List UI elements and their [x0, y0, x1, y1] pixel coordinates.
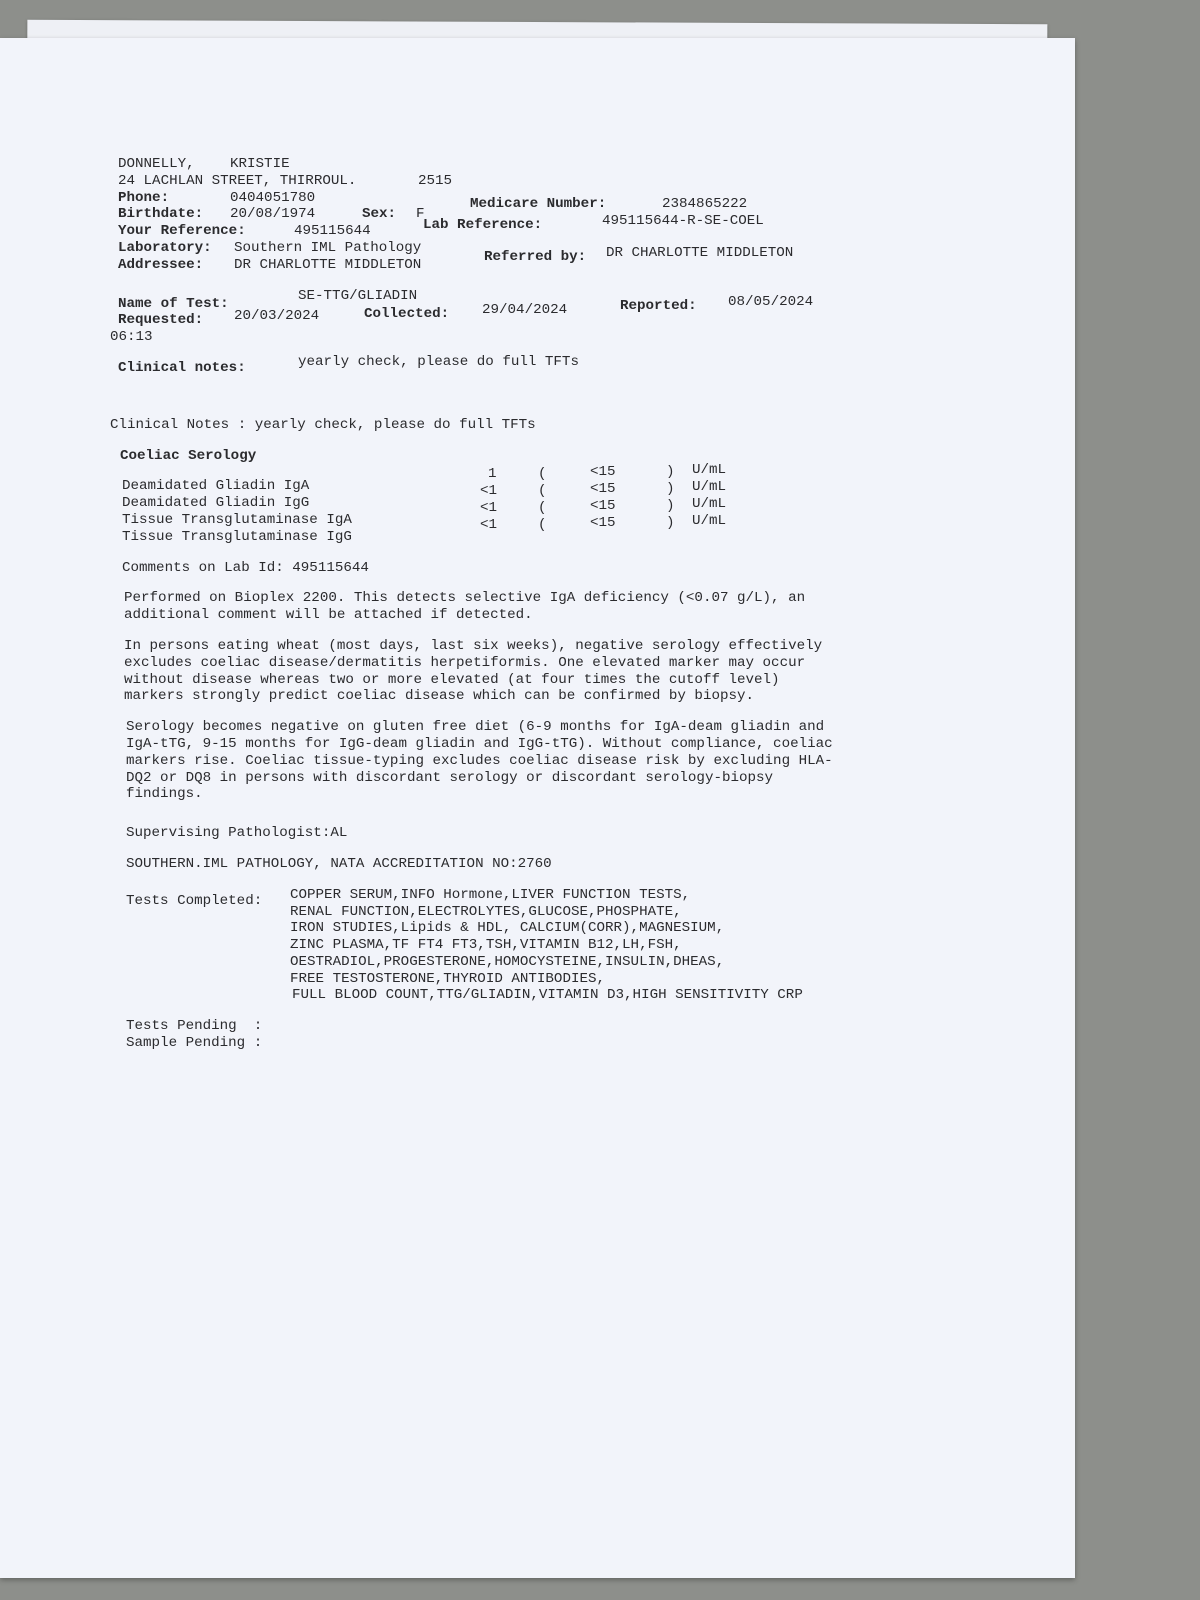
tests-completed-line: ZINC PLASMA,TF FT4 FT3,TSH,VITAMIN B12,LH,FSH,	[290, 937, 682, 954]
patient-address: 24 LACHLAN STREET, THIRROUL.	[118, 172, 357, 189]
sex-label: Sex:	[362, 206, 397, 223]
laboratory-label: Laboratory:	[118, 239, 212, 256]
supervising-pathologist: Supervising Pathologist:AL	[126, 825, 348, 842]
clinical-notes-label: Clinical notes:	[118, 359, 246, 376]
tests-completed-line: OESTRADIOL,PROGESTERONE,HOMOCYSTEINE,INSULIN,DHEAS,	[290, 953, 725, 970]
requested-label: Requested:	[118, 312, 204, 329]
sex-value: F	[416, 206, 425, 223]
sample-pending-row	[118, 1035, 998, 1052]
result-value: <1	[480, 516, 498, 533]
report-page	[0, 38, 1075, 1578]
comment-paragraph-2: In persons eating wheat (most days, last six weeks), negative serology effectively excludes coeliac disease/dermatitis herpetiformis. One elevated marker may occur without disease whereas two or more elevated (at four times the cutoff level) markers strongly predict coeliac disease which can be confirmed by biopsy.	[124, 637, 823, 705]
tests-completed-line: FREE TESTOSTERONE,THYROID ANTIBODIES,	[290, 970, 606, 987]
accreditation-row	[118, 856, 998, 873]
laboratory-value: Southern IML Pathology	[234, 239, 422, 256]
result-unit: U/mL	[692, 495, 727, 512]
tests-completed-line: RENAL FUNCTION,ELECTROLYTES,GLUCOSE,PHOSPHATE,	[290, 903, 682, 920]
phone-label: Phone:	[118, 189, 170, 206]
result-unit: U/mL	[692, 479, 727, 496]
tests-completed-line: IRON STUDIES,Lipids & HDL, CALCIUM(CORR),MAGNESIUM,	[290, 920, 725, 937]
referred-by-label: Referred by:	[484, 248, 587, 265]
report-content	[110, 156, 998, 1052]
reported-value: 08/05/2024	[728, 294, 814, 311]
reference-range: <15	[590, 497, 616, 514]
tests-completed-line: COPPER SERUM,INFO Hormone,LIVER FUNCTION TESTS,	[290, 886, 691, 903]
range-close: )	[666, 464, 675, 481]
your-reference-label: Your Reference:	[118, 223, 246, 240]
table-row	[118, 462, 998, 495]
clinical-notes-text: Clinical Notes : yearly check, please do full TFTs	[110, 416, 536, 433]
time-row	[110, 329, 990, 346]
result-value: 1	[488, 466, 497, 483]
result-value: <1	[480, 483, 498, 500]
tests-pending-row	[118, 1018, 998, 1035]
tests-pending-label: Tests Pending :	[126, 1018, 263, 1035]
comment-paragraph-3: Serology becomes negative on gluten free diet (6-9 months for IgA-deam gliadin and IgA-tTG, 9-15 months for IgG-deam gliadin and IgG-tTG). Without compliance, coeliac markers rise. Coeliac tissue-typing excludes coeliac disease risk by excluding HLA-DQ2 or DQ8 in persons with discordant serology or discordant serology-biopsy findings.	[126, 719, 833, 803]
range-open: (	[538, 483, 547, 500]
addressee-label: Addressee:	[118, 256, 204, 273]
result-unit: U/mL	[692, 462, 727, 479]
lab-reference-label: Lab Reference:	[423, 217, 543, 234]
lab-reference-value: 495115644-R-SE-COEL	[602, 213, 764, 230]
result-name: Tissue Transglutaminase IgG	[122, 528, 352, 545]
clinical-notes-line	[110, 417, 990, 434]
test-name-value: SE-TTG/GLIADIN	[298, 287, 418, 304]
comment-paragraph-1: Performed on Bioplex 2200. This detects selective IgA deficiency (<0.07 g/L), an additional comment will be attached if detected.	[124, 590, 806, 624]
result-name: Deamidated Gliadin IgG	[122, 495, 310, 512]
range-open: (	[538, 516, 547, 533]
result-name: Tissue Transglutaminase IgA	[122, 511, 352, 528]
range-close: )	[666, 497, 675, 514]
results-table	[118, 462, 998, 545]
tests-completed-line: FULL BLOOD COUNT,TTG/GLIADIN,VITAMIN D3,HIGH SENSITIVITY CRP	[292, 987, 803, 1004]
result-name: Deamidated Gliadin IgA	[122, 478, 310, 495]
reference-range: <15	[590, 481, 616, 498]
phone-value: 0404051780	[230, 189, 316, 206]
reported-label: Reported:	[620, 298, 697, 315]
clinical-notes-value: yearly check, please do full TFTs	[298, 353, 579, 370]
addressee-value: DR CHARLOTTE MIDDLETON	[234, 256, 422, 273]
patient-address-row	[118, 173, 998, 190]
range-open: (	[538, 499, 547, 516]
collected-label: Collected:	[364, 306, 450, 323]
patient-name-row	[118, 156, 998, 173]
comments-header: Comments on Lab Id: 495115644	[122, 559, 369, 576]
your-reference-value: 495115644	[294, 223, 371, 240]
reference-range: <15	[590, 514, 616, 531]
tests-completed-block	[118, 887, 998, 1005]
result-unit: U/mL	[692, 512, 727, 529]
medicare-value: 2384865222	[662, 196, 748, 213]
collected-value: 29/04/2024	[482, 302, 568, 319]
requested-value: 20/03/2024	[234, 308, 320, 325]
referred-by-value: DR CHARLOTTE MIDDLETON	[606, 244, 794, 261]
reference-range: <15	[590, 464, 616, 481]
reported-time: 06:13	[110, 329, 153, 346]
section-title-row	[118, 448, 998, 465]
test-name-label: Name of Test:	[118, 295, 229, 312]
patient-first-name: KRISTIE	[230, 156, 290, 172]
birthdate-label: Birthdate:	[118, 206, 204, 223]
tests-completed-label: Tests Completed:	[126, 892, 263, 909]
sample-pending-label: Sample Pending :	[126, 1035, 263, 1052]
range-open: (	[538, 466, 547, 483]
range-close: )	[666, 481, 675, 498]
medicare-label: Medicare Number:	[470, 196, 607, 213]
supervising-row	[118, 825, 998, 842]
section-title: Coeliac Serology	[120, 447, 257, 464]
result-value: <1	[480, 499, 498, 516]
clinical-notes-row	[118, 353, 998, 377]
birthdate-value: 20/08/1974	[230, 206, 316, 223]
comments-header-row	[118, 560, 998, 577]
patient-last-name: DONNELLY,	[118, 156, 195, 172]
patient-postcode: 2515	[418, 172, 453, 189]
range-close: )	[666, 514, 675, 531]
accreditation: SOUTHERN.IML PATHOLOGY, NATA ACCREDITATION NO:2760	[126, 855, 552, 872]
